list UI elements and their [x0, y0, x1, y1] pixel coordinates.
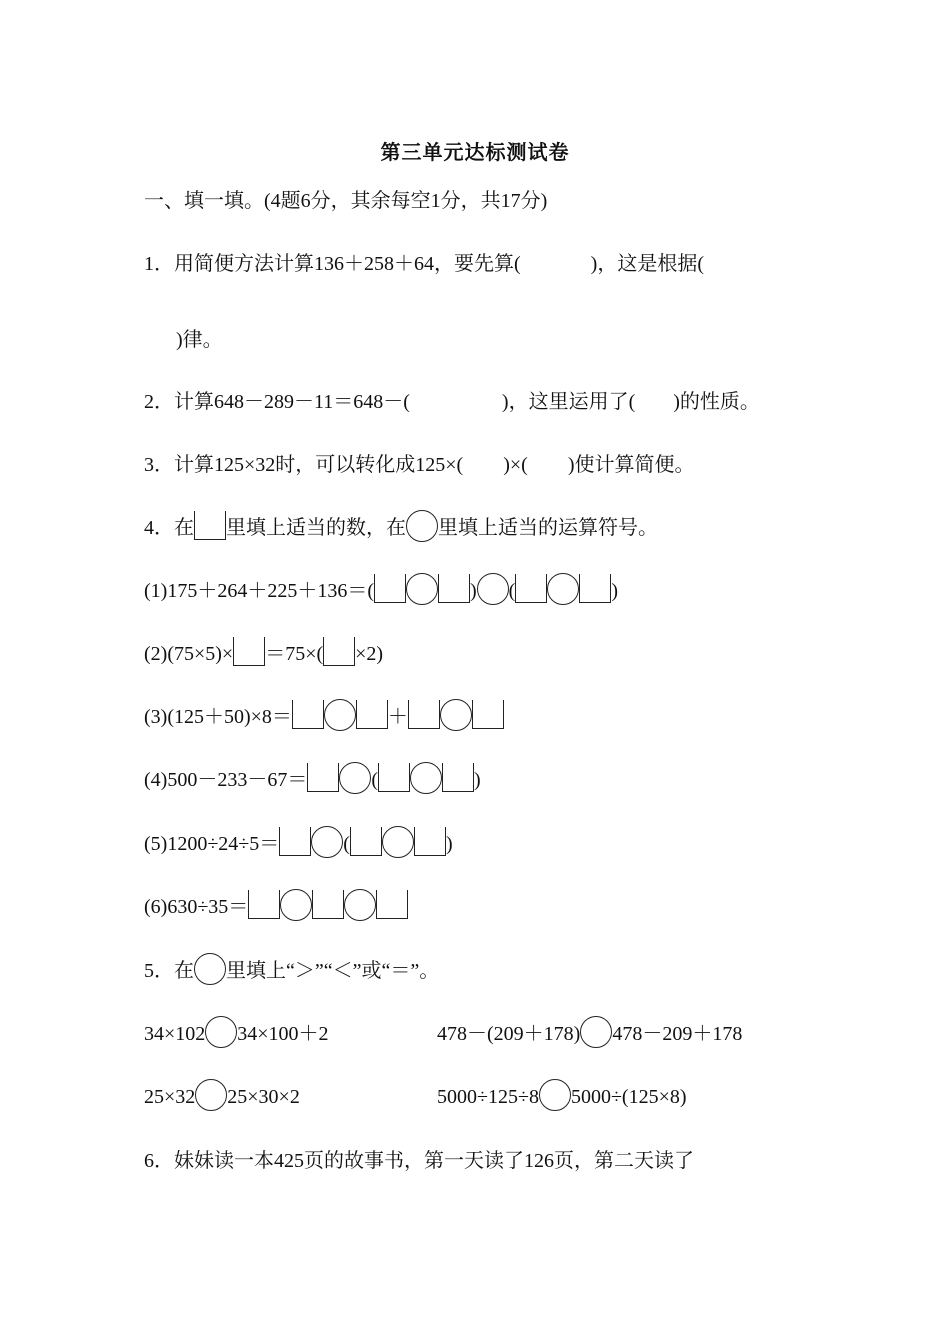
- q4-1-text-a: (1)175＋264＋225＋136＝(: [144, 580, 374, 602]
- compare-row: [144, 1079, 864, 1115]
- number-box[interactable]: [323, 637, 355, 666]
- compare-circle[interactable]: [539, 1079, 571, 1111]
- number-box[interactable]: [442, 763, 474, 792]
- compare-right-a: 5000÷125÷8: [437, 1086, 539, 1108]
- compare-circle[interactable]: [205, 1016, 237, 1048]
- q4-6-text-a: (6)630÷35＝: [144, 896, 249, 918]
- q4-text-b: 里填上适当的数，在: [226, 517, 406, 539]
- operator-circle[interactable]: [406, 573, 438, 605]
- q4-1-text-c: (: [508, 580, 516, 602]
- question-4-6: [144, 889, 408, 925]
- q2-text-c: )的性质。: [673, 391, 760, 413]
- question-1-cont: [176, 322, 223, 358]
- operator-circle[interactable]: [324, 699, 356, 731]
- number-box[interactable]: [378, 763, 410, 792]
- q3-text-c: )使计算简便。: [567, 454, 695, 476]
- operator-circle[interactable]: [382, 826, 414, 858]
- number-box[interactable]: [279, 827, 311, 856]
- number-box[interactable]: [408, 700, 440, 729]
- question-1: [144, 246, 704, 282]
- number-box[interactable]: [472, 700, 504, 729]
- number-box[interactable]: [515, 574, 547, 603]
- number-box[interactable]: [374, 574, 406, 603]
- question-4-2: [144, 636, 383, 672]
- q4-2-text-c: ×2): [355, 643, 384, 665]
- circle-icon: [194, 953, 226, 985]
- number-box[interactable]: [414, 827, 446, 856]
- q4-4-text-c: ): [474, 769, 481, 791]
- number-box[interactable]: [233, 637, 265, 666]
- question-4-1: [144, 573, 618, 609]
- number-box[interactable]: [248, 890, 280, 919]
- number-box[interactable]: [307, 763, 339, 792]
- q2-text-a: 2．计算648－289－11＝648－(: [144, 391, 410, 413]
- number-box[interactable]: [579, 574, 611, 603]
- compare-right-b: 478－209＋178: [612, 1023, 743, 1045]
- q5-text-b: 里填上“＞”“＜”或“＝”。: [226, 960, 440, 982]
- q1-text-a: 1．用简便方法计算136＋258＋64，要先算(: [144, 253, 521, 275]
- compare-right-a: 478－(209＋178): [437, 1023, 581, 1045]
- q4-5-text-c: ): [445, 833, 453, 855]
- q4-text-a: 4．在: [144, 517, 194, 539]
- operator-circle[interactable]: [344, 889, 376, 921]
- q4-5-text-a: (5)1200÷24÷5＝: [144, 833, 280, 855]
- question-5: [144, 953, 439, 989]
- operator-circle[interactable]: [477, 573, 509, 605]
- section-heading: 一、填一填。(4题6分，其余每空1分，共17分): [144, 190, 548, 212]
- q4-3-text-b: ＋: [387, 706, 408, 728]
- question-3: [144, 447, 695, 483]
- question-4: [144, 510, 658, 546]
- circle-icon: [406, 510, 438, 542]
- operator-circle[interactable]: [547, 573, 579, 605]
- compare-circle[interactable]: [580, 1016, 612, 1048]
- q1-text-b: )，这是根据(: [590, 253, 704, 275]
- number-box[interactable]: [312, 890, 344, 919]
- question-6: 6．妹妹读一本425页的故事书，第一天读了126页，第二天读了: [144, 1150, 694, 1172]
- page-title: 第三单元达标测试卷: [380, 142, 570, 164]
- q3-text-b: )×(: [503, 454, 528, 476]
- compare-left-a: 25×32: [144, 1086, 196, 1108]
- compare-left-b: 34×100＋2: [237, 1023, 329, 1045]
- q4-2-text-a: (2)(75×5)×: [144, 643, 234, 665]
- number-box[interactable]: [350, 827, 382, 856]
- operator-circle[interactable]: [440, 699, 472, 731]
- q4-1-text-d: ): [611, 580, 618, 602]
- operator-circle[interactable]: [410, 762, 442, 794]
- question-2: [144, 384, 760, 420]
- q1-text-c: )律。: [176, 329, 223, 351]
- operator-circle[interactable]: [280, 889, 312, 921]
- compare-left-b: 25×30×2: [227, 1086, 300, 1108]
- compare-right-b: 5000÷(125×8): [570, 1086, 687, 1108]
- question-4-4: [144, 762, 481, 798]
- question-4-5: [144, 826, 453, 862]
- number-box[interactable]: [438, 574, 470, 603]
- operator-circle[interactable]: [339, 762, 371, 794]
- q4-4-text-b: (: [371, 769, 378, 791]
- compare-left-a: 34×102: [144, 1023, 206, 1045]
- q3-text-a: 3．计算125×32时，可以转化成125×(: [144, 454, 464, 476]
- q4-4-text-a: (4)500－233－67＝: [144, 769, 308, 791]
- q4-1-text-b: ): [469, 580, 477, 602]
- q4-3-text-a: (3)(125＋50)×8＝: [144, 706, 292, 728]
- compare-row: [144, 1016, 864, 1052]
- q4-text-c: 里填上适当的运算符号。: [438, 517, 658, 539]
- compare-circle[interactable]: [195, 1079, 227, 1111]
- q4-2-text-b: ＝75×(: [265, 643, 324, 665]
- number-box[interactable]: [356, 700, 388, 729]
- q4-5-text-b: (: [343, 833, 350, 855]
- question-4-3: [144, 699, 504, 735]
- number-box[interactable]: [376, 890, 408, 919]
- number-box[interactable]: [292, 700, 324, 729]
- q2-text-b: )，这里运用了(: [501, 391, 636, 413]
- operator-circle[interactable]: [311, 826, 343, 858]
- box-icon: [194, 511, 226, 540]
- q5-text-a: 5．在: [144, 960, 194, 982]
